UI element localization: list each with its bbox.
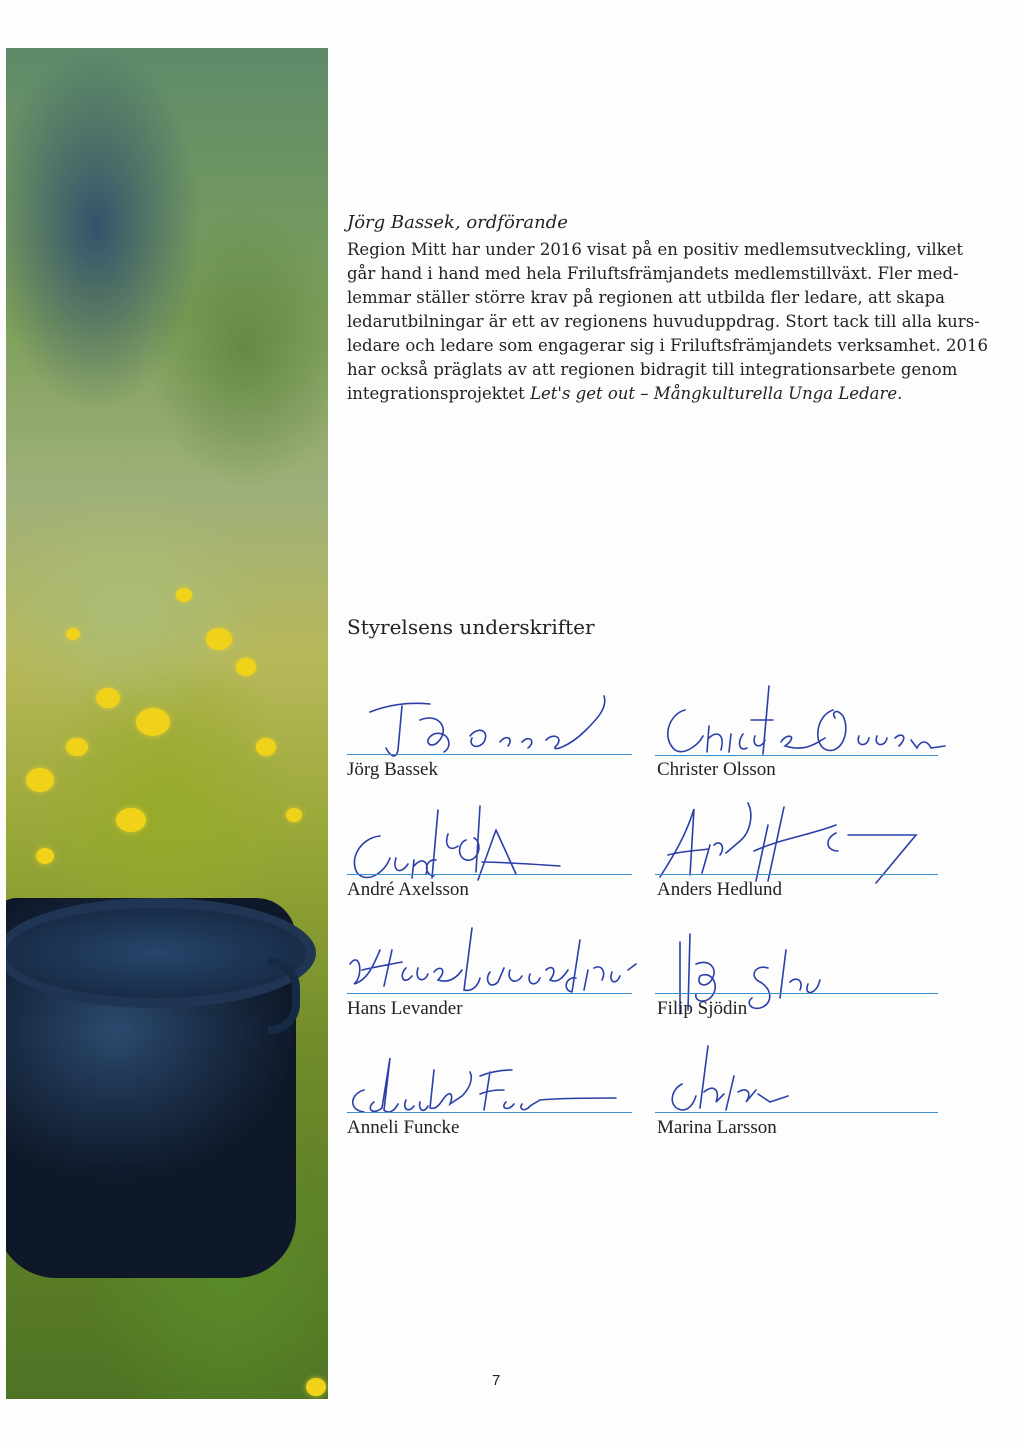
signature-line	[655, 993, 938, 994]
chair-statement	[347, 238, 988, 406]
paragraph-line: ledarutbilningar är ett av regionens huvuduppdrag. Stort tack till alla kurs-	[347, 312, 980, 331]
flower	[96, 688, 120, 708]
flower	[286, 808, 302, 822]
signatures-heading: Styrelsens underskrifter	[347, 615, 595, 639]
signature-line	[655, 874, 938, 875]
flower	[206, 628, 232, 650]
flower	[236, 658, 256, 676]
flower	[306, 1378, 326, 1396]
project-name: Let's get out – Mångkulturella Unga Ledare.	[530, 384, 903, 403]
flower	[36, 848, 54, 864]
paragraph-line: har också präglats av att regionen bidragit till integrationsarbete genom	[347, 360, 958, 379]
paragraph-line: ledare och ledare som engagerar sig i Friluftsfrämjandets verksamhet. 2016	[347, 336, 988, 355]
paragraph-line: lemmar ställer större krav på regionen att utbilda fler ledare, att skapa	[347, 288, 946, 307]
signature-line	[347, 993, 632, 994]
signature-line	[655, 1112, 938, 1113]
signature-line	[655, 755, 938, 756]
signature-line	[347, 1112, 632, 1113]
signatory-name: Filip Sjödin	[657, 998, 748, 1019]
flower	[256, 738, 276, 756]
signature-marina-larsson	[660, 1040, 860, 1120]
signatory-name: Anders Hedlund	[657, 879, 783, 900]
paragraph-line: Region Mitt har under 2016 visat på en positiv medlemsutveckling, vilket	[347, 240, 964, 259]
signatory-name: Hans Levander	[347, 998, 463, 1019]
signatory-name: Christer Olsson	[657, 759, 776, 780]
paragraph-line-last	[347, 382, 947, 406]
flower	[66, 738, 88, 756]
signature-jorg-bassek	[350, 690, 630, 770]
signature-christer-olsson	[655, 676, 955, 766]
signature-hans-levander	[340, 920, 650, 1000]
flower	[26, 768, 54, 792]
signature-andre-axelsson	[340, 800, 580, 890]
flower	[66, 628, 80, 640]
flower	[176, 588, 192, 602]
author-line: Jörg Bassek, ordförande	[347, 212, 568, 233]
signature-anneli-funcke	[340, 1050, 630, 1120]
page-number: 7	[492, 1372, 501, 1389]
signature-anders-hedlund	[650, 795, 950, 890]
paragraph-line: går hand i hand med hela Friluftsfrämjandets medlemstillväxt. Fler med-	[347, 264, 959, 283]
signatory-name: Jörg Bassek	[347, 759, 438, 780]
signatory-name: André Axelsson	[347, 879, 469, 900]
flower	[116, 808, 146, 832]
signature-line	[347, 754, 632, 755]
signatory-name: Marina Larsson	[657, 1117, 777, 1138]
meadow-photo	[6, 48, 328, 1399]
flower	[136, 708, 170, 736]
paragraph-text: integrationsprojektet	[347, 384, 531, 403]
signature-line	[347, 874, 632, 875]
signatory-name: Anneli Funcke	[347, 1117, 460, 1138]
